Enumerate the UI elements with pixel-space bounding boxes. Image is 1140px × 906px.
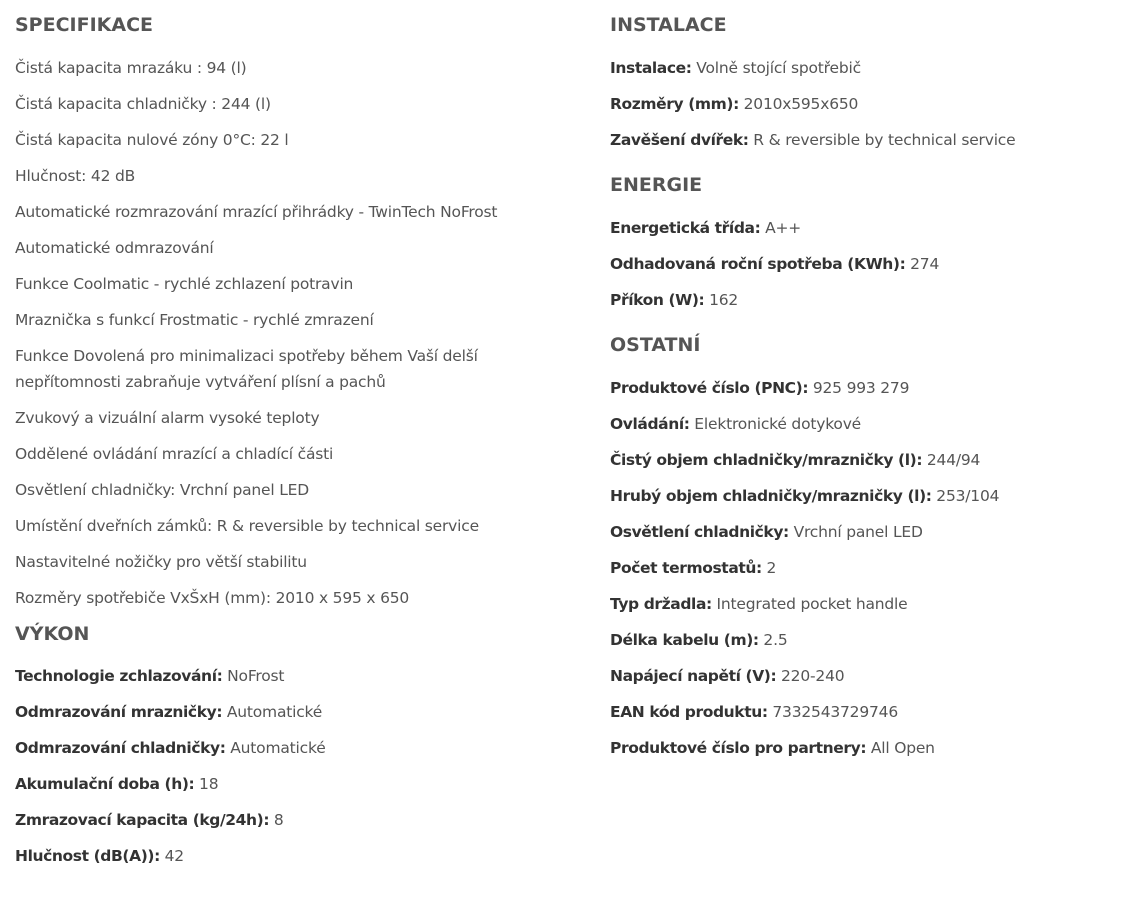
item-key: Typ držadla: (610, 595, 712, 613)
item-value: Elektronické dotykové (689, 415, 862, 433)
item-value: NoFrost (222, 667, 285, 685)
vykon-item (15, 807, 585, 833)
item-value: 2 (761, 559, 777, 577)
energie-item (610, 251, 1130, 277)
spec-item: Oddělené ovládání mrazící a chladící části (15, 445, 334, 463)
item-key: Ovládání: (610, 415, 690, 433)
section-title-specifikace: SPECIFIKACE (15, 14, 154, 36)
item-value: 7332543729746 (767, 703, 898, 721)
item-key: Energetická třída: (610, 219, 761, 237)
item-value: 42 (159, 847, 184, 865)
ostatni-item (610, 663, 1130, 689)
item-value: 2.5 (758, 631, 788, 649)
instalace-item (610, 127, 1130, 153)
ostatni-item (610, 375, 1130, 401)
item-value: 274 (905, 255, 940, 273)
vykon-item (15, 663, 585, 689)
spec-item: Čistá kapacita mrazáku : 94 (l) (15, 59, 247, 77)
vykon-list (15, 663, 585, 869)
item-key: Zavěšení dvířek: (610, 131, 749, 149)
item-key: Hlučnost (dB(A)): (15, 847, 160, 865)
item-key: Osvětlení chladničky: (610, 523, 789, 541)
spec-item: Automatické odmrazování (15, 239, 214, 257)
ostatni-item (610, 699, 1130, 725)
section-title-instalace: INSTALACE (610, 14, 727, 36)
item-value: Integrated pocket handle (711, 595, 908, 613)
item-value: A++ (760, 219, 802, 237)
vykon-item (15, 771, 585, 797)
spec-item: Čistá kapacita chladničky : 244 (l) (15, 95, 271, 113)
item-value: Automatické (225, 739, 326, 757)
item-key: Produktové číslo pro partnery: (610, 739, 867, 757)
instalace-item (610, 55, 1130, 81)
item-value: Volně stojící spotřebič (691, 59, 861, 77)
ostatni-item (610, 483, 1130, 509)
item-value: 18 (194, 775, 219, 793)
spec-item: Funkce Coolmatic - rychlé zchlazení potravin (15, 275, 354, 293)
spec-item: Zvukový a vizuální alarm vysoké teploty (15, 409, 320, 427)
item-value: R & reversible by technical service (748, 131, 1016, 149)
item-key: Odhadovaná roční spotřeba (KWh): (610, 255, 906, 273)
item-key: Akumulační doba (h): (15, 775, 195, 793)
item-value: 244/94 (922, 451, 981, 469)
ostatni-item (610, 411, 1130, 437)
ostatni-item (610, 627, 1130, 653)
spec-item: Nastavitelné nožičky pro větší stabilitu (15, 553, 307, 571)
spec-item: Rozměry spotřebiče VxŠxH (mm): 2010 x 595 x 650 (15, 589, 410, 607)
item-key: Hrubý objem chladničky/mrazničky (l): (610, 487, 932, 505)
ostatni-item (610, 591, 1130, 617)
vykon-item (15, 843, 585, 869)
item-value: 220-240 (776, 667, 845, 685)
section-title-ostatni: OSTATNÍ (610, 334, 701, 356)
item-key: Produktové číslo (PNC): (610, 379, 809, 397)
energie-item (610, 215, 1130, 241)
item-value: Vrchní panel LED (788, 523, 923, 541)
item-key: Čistý objem chladničky/mrazničky (l): (610, 451, 923, 469)
specifikace-list (15, 55, 585, 611)
spec-item: Automatické rozmrazování mrazící přihrádky - TwinTech NoFrost (15, 203, 498, 221)
item-value: All Open (866, 739, 935, 757)
item-key: Odmrazování chladničky: (15, 739, 226, 757)
spec-item: Umístění dveřních zámků: R & reversible by technical service (15, 517, 479, 535)
item-key: Technologie zchlazování: (15, 667, 223, 685)
instalace-item (610, 91, 1130, 117)
instalace-list (610, 55, 1130, 153)
ostatni-item (610, 447, 1130, 473)
item-value: 925 993 279 (808, 379, 910, 397)
item-value: 2010x595x650 (738, 95, 859, 113)
left-column (15, 0, 585, 879)
item-key: Napájecí napětí (V): (610, 667, 777, 685)
ostatni-item (610, 519, 1130, 545)
item-key: Délka kabelu (m): (610, 631, 759, 649)
spec-item: Funkce Dovolená pro minimalizaci spotřeby během Vaší delší nepřítomnosti zabraňuje vytváření plísní a pachů (15, 347, 478, 391)
item-key: Rozměry (mm): (610, 95, 739, 113)
item-key: Příkon (W): (610, 291, 705, 309)
spec-item: Čistá kapacita nulové zóny 0°C: 22 l (15, 131, 289, 149)
section-title-energie: ENERGIE (610, 174, 703, 196)
section-title-vykon: VÝKON (15, 623, 90, 645)
ostatni-list (610, 375, 1130, 761)
item-value: 8 (269, 811, 284, 829)
item-value: 162 (704, 291, 739, 309)
spec-item: Mraznička s funkcí Frostmatic - rychlé zmrazení (15, 311, 374, 329)
item-key: EAN kód produktu: (610, 703, 768, 721)
energie-item (610, 287, 1130, 313)
spec-item: Hlučnost: 42 dB (15, 167, 136, 185)
item-value: 253/104 (931, 487, 1000, 505)
spec-item: Osvětlení chladničky: Vrchní panel LED (15, 481, 309, 499)
ostatni-item (610, 555, 1130, 581)
item-key: Počet termostatů: (610, 559, 762, 577)
item-key: Instalace: (610, 59, 692, 77)
vykon-item (15, 735, 585, 761)
item-key: Odmrazování mrazničky: (15, 703, 223, 721)
item-value: Automatické (222, 703, 323, 721)
right-column (610, 0, 1130, 771)
vykon-item (15, 699, 585, 725)
energie-list (610, 215, 1130, 313)
ostatni-item (610, 735, 1130, 761)
item-key: Zmrazovací kapacita (kg/24h): (15, 811, 270, 829)
